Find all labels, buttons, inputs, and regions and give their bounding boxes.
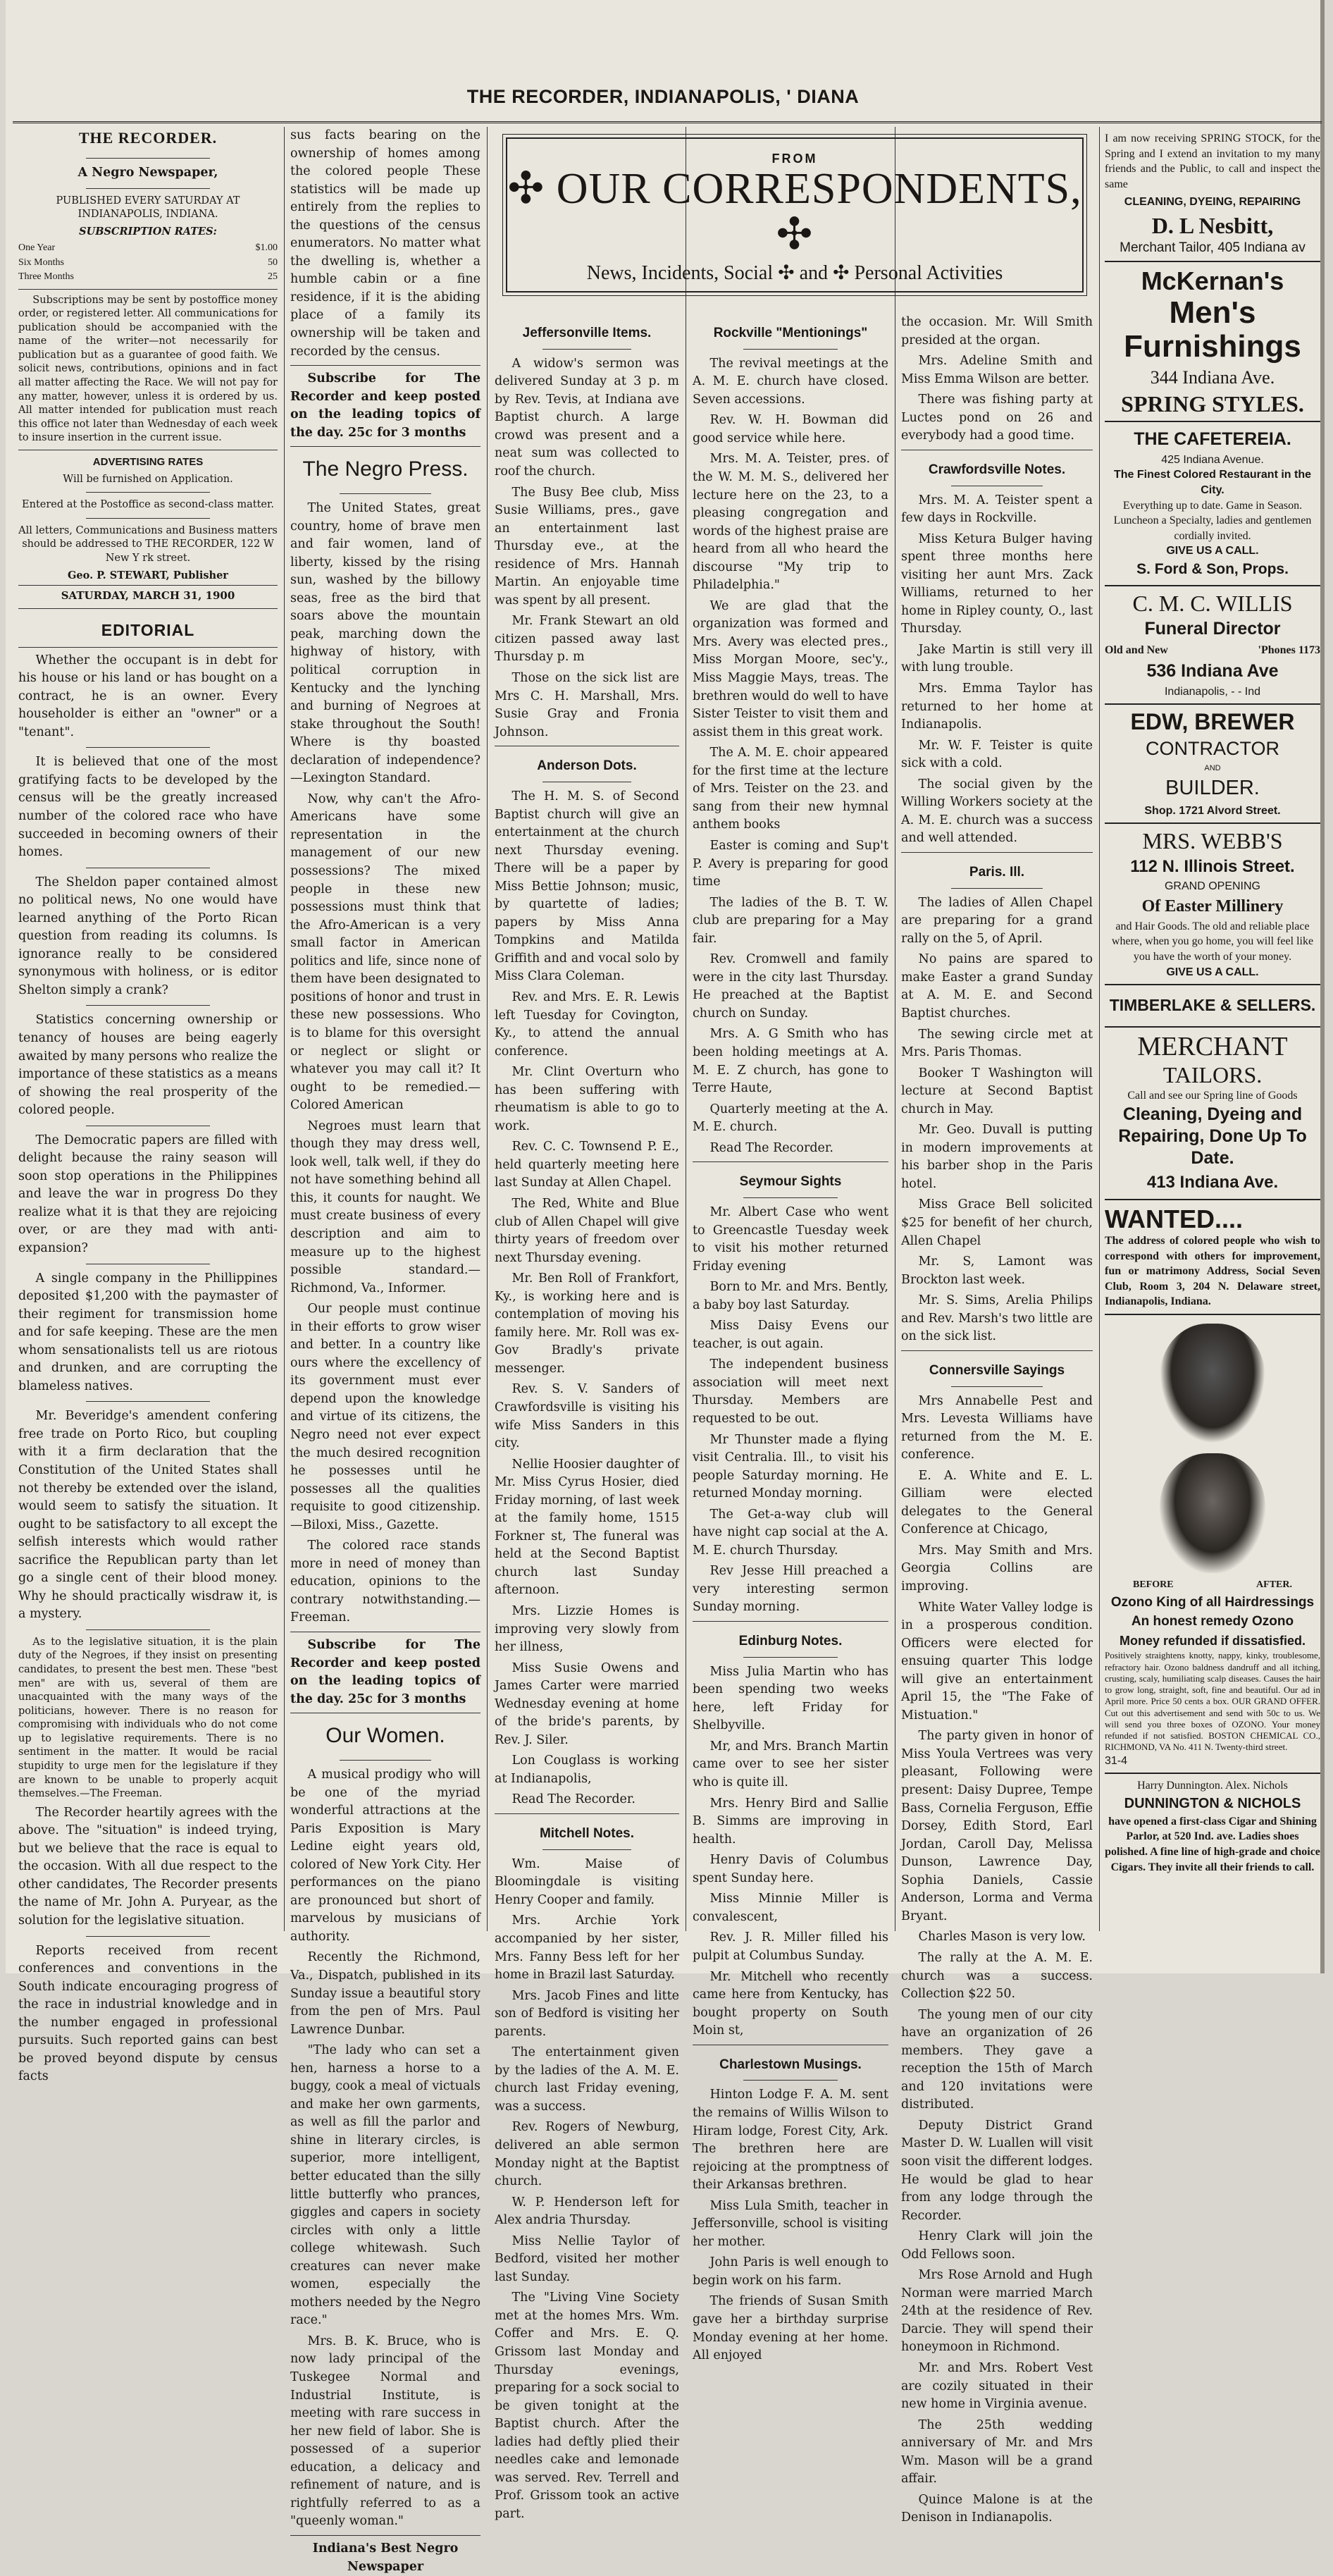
section-title: Crawfordsville Notes. [928,462,1066,477]
dunnington-ad: Harry Dunnington. Alex. Nichols DUNNINGTON & NICHOLS have opened a first-class Cigar and Shining Parlor, at 520 Ind. ave. Ladies shoes polished. A fine line of high-grade and choice Cigars. They invite all their friends to call. [1105,1780,1320,1873]
news-item: Nellie Hoosier daughter of Mr. Miss Cyrus Hosier, died Friday morning, of last week at the family home, 1515 Forkner st, The funeral was held at the Second Baptist church last Sunday afternoon. [495,1457,679,1598]
news-item: Rev. Rogers of Newburg, delivered an able sermon Monday night at the Baptist church. [495,2120,679,2189]
news-item: The young men of our city have an organization of 26 members. They gave a reception the 15th of March and 120 invitations were distributed. [901,2007,1093,2112]
column-editorial [18,127,278,2084]
mckernan-ad: McKernan's Men's Furnishings 344 Indiana Ave. SPRING STYLES. [1105,262,1320,422]
divider [743,2080,837,2081]
news-item: The Busy Bee club, Miss Susie Williams, pres., gave an entertainment last Thursday eve., at the residence of Mrs. Hannah Martin. An enjoyable time was spent by all present. [495,485,679,608]
editorial-paragraph: As to the legislative situation, it is the plain duty of the Negroes, if they insist on presenting candidates, to present the best men. These "best men" are with us, several of them are unacquainted with the many ways of the politicians, however. There is no reason for compromising with individuals who do not come up to legislative requirements. There is no sentiment in the matter. It would be racial stupidity to urge men for the legislature if they are known to be unable to properly acquit themselves.—The Freeman. [18,1636,278,1800]
news-item: Deputy District Grand Master D. W. Luallen will visit soon visit the different lodges. He would be glad to hear from any lodge through the Recorder. [901,2118,1093,2223]
news-item: Mr. Albert Case who went to Greencastle Tuesday week to visit his mother returned Friday evening [693,1204,888,1274]
merchant-tailors-ad: MERCHANT TAILORS. Call and see our Spring line of Goods Cleaning, Dyeing and Repairing, Done Up To Date. 413 Indiana Ave. [1105,1028,1320,1200]
news-item: Henry Davis of Columbus spent Sunday here. [693,1853,888,1885]
news-item: Mr. W. F. Teister is quite sick with a cold. [901,738,1093,771]
news-item: The ladies of the B. T. W. club are preparing for a May fair. [693,895,888,946]
divider [693,1161,888,1162]
section-title: Seymour Sights [739,1174,842,1190]
negro-press-title: The Negro Press. [302,457,469,481]
section-title: Anderson Dots. [537,758,637,774]
article-paragraph: A musical prodigy who will be one of the myriad wonderful attractions at the Paris Exposition is Mary Ledine eight years old, colored of New York City. Her performances on the piano are pronounced but short of marvelous by musicians of authority. [290,1767,480,1944]
divider [951,1386,1043,1387]
news-item: E. A. White and E. L. Gilliam were elected delegates to the General Conference at Chicago, [901,1468,1093,1537]
editorial-paragraph: The Democratic papers are filled with delight because the rainy season will soon stop operations in the Philippines and leave the war in progress Do they realize what it is that they are rejoicing over, or are they mad with anti-expansion? [18,1133,278,1255]
news-item: Mrs Rose Arnold and Hugh Norman were married March 24th at the residence of Rev. Darcie. They will spend their honeymoon in Richmond. [901,2268,1093,2355]
news-item: Miss Ketura Bulger having spent three months here visiting her aunt Mrs. Zack Williams, returned to her home in Ripley county, O., last Thursday. [901,531,1093,636]
news-item: Miss Lula Smith, teacher in Jeffersonville, school is visiting her mother. [693,2198,888,2249]
column-rule [1099,127,1100,1931]
divider [693,1621,888,1622]
news-item: Rev. J. R. Miller filled his pulpit at Columbus Sunday. [693,1930,888,1963]
news-item: Charles Mason is very low. [918,1930,1086,1945]
article-paragraph: "The lady who can set a hen, harness a horse to a buggy, cook a meal of victuals and make her own garments, as well as fill the parlor and shine in literary circles, is superior, more intelligent, better educated than the silly little butterfly who prances, giggles and capers in society circles with only a little college whitewash. Such creatures can never make women, especially the mothers needed by the Negro race." [290,2043,480,2328]
divider [951,888,1043,889]
news-item: Quince Malone is at the Denison in Indianapolis. [901,2492,1093,2525]
divider [542,1849,631,1850]
article-paragraph: The United States, great country, home of brave men and fair women, land of liberty, kissed by the rising sun, washed by the billowy seas, free as the bird that soars above the mountain peak, marching down the highway of history, with political corruption in Kentucky and the lynching and burning of Negroes at stake throughout the South! Where is thy boasted declaration of independence?—Lexington Standard. [290,501,480,786]
divider [86,1005,211,1006]
subscribe-promo: Subscribe for The Recorder and keep posted on the leading topics of the day. 25c for 3 months [290,1638,480,1706]
ozono-portraits [1105,1319,1320,1578]
subscription-notice: Subscriptions may be sent by postoffice money order, or registered letter. All communications for publication should be accompanied with the name of the writer—not necessarily for publication but as a guarantee of good faith. We solicit news, contributions, opinions and in fact all matter affecting the Race. We will not pay for any matter, however, unless it is ordered by us. All matter intended for publication must reach this office not later than Wednesday of each week to insure insertion in the current issue. [18,294,278,444]
news-item: Those on the sick list are Mrs C. H. Marshall, Mrs. Susie Gray and Fronia Johnson. [495,671,679,739]
news-item: The sewing circle met at Mrs. Paris Thomas. [901,1027,1093,1060]
editorial-paragraph: The Recorder heartily agrees with the above. The "situation" is indeed trying, but we believe that the race is equal to the occasion. With all due respect to the other candidates, The Recorder presents the name of Mr. John A. Puryear, as the solution for the legislative situation. [18,1805,278,1928]
news-item: Miss Grace Bell solicited $25 for benefit of her church, Allen Chapel [901,1197,1093,1248]
divider [743,1657,837,1658]
divider [86,1401,211,1402]
news-item: Mrs. M. A. Teister, pres. of the W. M. M. S., delivered her lecture here on the 23, to a pleasing congregation and words of the highest praise are heard from all who heard the discourse "My trip to Philadelphia." [693,452,888,593]
news-item: Mrs Annabelle Pest and Mrs. Levesta Williams have returned from the M. E. conference. [901,1393,1093,1462]
ornament-icon: ✣ [776,211,814,259]
correspondents-banner [506,137,1084,292]
news-item: Mrs. Adeline Smith and Miss Emma Wilson are better. [901,354,1093,386]
divider [495,1813,679,1814]
news-item: the occasion. Mr. Will Smith presided at the organ. [901,315,1093,347]
news-item: Mrs. Jacob Fines and litte son of Bedford is visiting her parents. [495,1988,679,2039]
editorial-paragraph: Whether the occupant is in debt for his house or his land or has bought on a contract, he is an owner. Every householder is either an "owner" or a "tenant". [18,653,278,739]
news-item: We are glad that the organization was formed and Mrs. Avery was elected pres., Miss Morgan Moore, sec'y., Miss Maggie Mays, treas. The brethren would do well to have Sister Teister to visit them and assist them in this great work. [693,598,888,739]
news-item: The independent business association will meet next Thursday. Members are requested to be out. [693,1357,888,1426]
divider [86,747,211,748]
nesbitt-ad: I am now receiving SPRING STOCK, for the Spring and I extend an invitation to my many friends and the Public, to call and inspect the same CLEANING, DYEING, REPAIRING D. L Nesbitt, Merchant Tailor, 405 Indiana av [1105,127,1320,262]
divider [340,493,431,494]
news-item: Mr. Clint Overturn who has been suffering with rheumatism is able to go to work. [495,1065,679,1133]
news-item: Hinton Lodge F. A. M. sent the remains of Willis Wilson to Hiram lodge, Forest City, Ark. The brethren here are rejoicing at the promptness of their Arkansas brethren. [693,2088,888,2193]
news-item: The entertainment given by the ladies of the A. M. E. church last Friday evening, was a success. [495,2045,679,2114]
news-item: The A. M. E. choir appeared for the first time at the lecture of Mrs. Teister on the 23. and sang from their new hymnal anthem books [693,746,888,832]
editorial-paragraph: A single company in the Phillippines deposited $1,200 with the paymaster of their regiment for transmission home and for safe keeping. These are the men whom sensationalists tell us are riotous and drunken, and are corrupting the blameless natives. [18,1271,278,1393]
news-item: The party given in honor of Miss Youla Vertrees was very pleasant, Following were present: Daisy Dupree, Tempe Bass, Cornelia Ferguson, Effie Dorsey, Edith Stord, Earl Jordan, Caroll Day, Melissa Dunson, Lawrence Day, Sophia Daniels, Cassie Anderson, Lorma and Verma Bryant. [901,1729,1093,1923]
brewer-ad: EDW, BREWER CONTRACTOR AND BUILDER. Shop. 1721 Alvord Street. [1105,705,1320,824]
subscription-title: SUBSCRIPTION RATES: [79,225,217,238]
news-item: The social given by the Willing Workers society at the A. M. E. church was a success and well attended. [901,777,1093,846]
section-title: Mitchell Notes. [539,1826,635,1842]
divider [86,518,211,519]
column-rule [284,127,285,1931]
article-paragraph: Now, why can't the Afro-Americans have some representation in the management of our new possessions? The mixed people in these new possessions must think that the Afro-American is a very small factor in American politics and life, since none of them have been designated to positions of honor and trust in these new possessions. Who is to blame for this oversight or neglect or slight or whatever you may call it? It ought to be remedied.—Colored American [290,791,480,1113]
newspaper-page [6,0,1325,2574]
divider [86,158,211,159]
news-item: There was fishing party at Luctes pond on 26 and everybody had a good time. [901,393,1093,443]
cafeteria-ad: THE CAFETEREIA. 425 Indiana Avenue. The Finest Colored Restaurant in the City. Everything up to date. Game in Season. Luncheon a Specialty, ladies and gentlemen cordially invited. GIVE US A CALL. S. Ford & Son, Props. [1105,422,1320,586]
editorial-paragraph: Reports received from recent conferences and conventions in the South indicate encouraging progress of the race in industrial knowledge and in the number engaged in professional pursuits. Such reported gains can best be proved beyond dispute by census facts [18,1943,278,2084]
news-item: The ladies of Allen Chapel are preparing for a grand rally on the 5, of April. [901,895,1093,946]
entered-notice: Entered at the Postoffice as second-class matter. [22,499,274,511]
news-item: Mr. and Mrs. Robert Vest are cozily situated in their new home in Virginia avenue. [901,2360,1093,2412]
article-paragraph: The colored race stands more in need of money than education, opinions to the contrary notwithstanding.—Freeman. [290,1539,480,1625]
section-title: Paris. Ill. [969,864,1025,880]
divider [743,1197,837,1198]
divider [86,188,211,189]
banner-from: FROM [771,152,818,166]
article-paragraph: Our people must continue in their efforts to grow wiser and better. In a country like ours where the excellency of its government must ever depend upon the knowledge and virtue of its citizens, the Negro need not ever expect the much desired recognition he possesses until he possesses all the qualities requisite to good citizenship.—Biloxi, Miss., Gazette. [290,1302,480,1532]
article-paragraph: Recently the Richmond, Va., Dispatch, published in its Sunday issue a beautiful story from the pen of Mrs. Paul Lawrence Dunbar. [290,1950,480,2037]
news-item: Mrs. A. G Smith who has been holding meetings at A. M. E. Z church, has gone to Terre Haute, [693,1027,888,1096]
news-item: Mr. S. Sims, Arelia Philips and Rev. Marsh's two little are on the sick list. [901,1293,1093,1344]
news-item: White Water Valley lodge is in a prosperous condition. Officers were elected for ensuing quarter This lodge will give an entertainment April 15, the "The Fake of Mistuation." [901,1600,1093,1723]
masthead-rule [13,121,1322,123]
divider [901,1350,1093,1351]
news-item: Rev. and Mrs. E. R. Lewis left Tuesday for Covington, Ky., to attend the annual conference. [495,990,679,1059]
news-item: W. P. Henderson left for Alex andria Thursday. [495,2195,679,2228]
news-item: Mr Thunster made a flying visit Centralia. Ill., to visit his people Saturday morning. He returned Monday morning. [693,1432,888,1501]
divider [340,1760,431,1761]
divider [86,1629,211,1630]
news-item: Henry Clark will join the Odd Fellows soon. [901,2229,1093,2262]
news-item: John Paris is well enough to begin work on his farm. [693,2255,888,2288]
publisher: Geo. P. STEWART, Publisher [18,569,278,586]
ozono-ad: BEFORE AFTER. Ozono King of all Hairdressings An honest remedy Ozono Money refunded if dissatisfied. Positively straightens knotty, nappy, kinky, troublesome, refractory hair. Ozono baldness dandruff and all itching, crusting, scaly, humiliating scalp diseases. Causes the hair to grow long, straight, soft, fine and beautiful. Our ad in April more. Price 50 cents a box. OUR GRAND OFFER. Cut out this advertisement and send with 50c to us. We will send you three boxes of OZONO. Your money refunded if not satisfied. BOSTON CHEMICAL CO., RICHMOND, VA No. 411 N. Twenty-third street. 31-4 [1105,1315,1320,1774]
news-item: Mr. S, Lamont was Brockton last week. [901,1255,1093,1287]
column-press [290,127,480,2574]
before-portrait-icon [1160,1324,1265,1443]
news-item: Mrs. M. A. Teister spent a few days in Rockville. [901,493,1093,526]
column-correspondents-3 [901,314,1093,2525]
divider [290,365,480,366]
timberlake-ad: TIMBERLAKE & SELLERS. [1105,985,1320,1028]
news-item: The 25th wedding anniversary of Mr. and Mrs Wm. Mason will be a grand affair. [901,2417,1093,2486]
news-item: Born to Mr. and Mrs. Bently, a baby boy last Saturday. [693,1280,888,1312]
editorial-paragraph: It is believed that one of the most gratifying facts to be developed by the census will be the greatly increased number of the colored race who have succeeded in becoming owners of their homes. [18,755,278,860]
news-item: A widow's sermon was delivered Sunday at 3 p. m by Rev. Tevis, at Indiana ave Baptist church. A large crowd was present and a neat sum was collected to roof the church. [495,356,679,479]
news-item: Read The Recorder. [709,1140,833,1155]
editorial-title: EDITORIAL [101,621,195,639]
news-item: Miss Susie Owens and James Carter were married Wednesday evening at home of the bride's parents, by Rev. J. Siler. [495,1660,679,1747]
news-item: The friends of Susan Smith gave her a birthday surprise Monday evening at her home. All enjoyed [693,2294,888,2363]
news-item: The rally at the A. M. E. church was a success. Collection $22 50. [901,1950,1093,2002]
willis-ad: C. M. C. WILLIS Funeral Director Old and New 'Phones 1173 536 Indiana Ave Indianapolis, - - Ind [1105,586,1320,705]
news-item: Mrs. Lizzie Homes is improving very slowly from her illness, [495,1604,679,1655]
published-line: PUBLISHED EVERY SATURDAY AT INDIANAPOLIS, INDIANA. [56,195,240,221]
news-item: Rev. S. V. Sanders of Crawfordsville is visiting his wife Miss Sanders in this city. [495,1382,679,1451]
tagline: A Negro Newspaper, [78,166,218,180]
news-item: Mr. Frank Stewart an old citizen passed away last Thursday p. m [495,614,679,665]
divider [290,2535,480,2536]
news-item: Rev Jesse Hill preached a very interesting sermon Sunday morning. [693,1564,888,1615]
nesbitt-name: D. L Nesbitt, [1151,212,1274,238]
rate-row: One Year $1.00 [18,242,278,254]
news-item: Jake Martin is still very ill with lung trouble. [901,642,1093,675]
news-item: The "Living Vine Society met at the homes Mrs. Wm. Coffer and Mrs. E. Q. Grissom last Monday and Thursday evenings, preparing for a sock social to be given tonight at the Baptist church. After the ladies had deftly plied their needles cake and lemonade was served. Rev. Terrell and Prof. Grissom took an active part. [495,2291,679,2521]
divider [542,349,631,350]
news-item: Booker T Washington will lecture at Second Baptist church in May. [901,1066,1093,1116]
news-item: Mrs. Emma Taylor has returned to her home at Indianapolis. [901,682,1093,732]
section-title: Charlestown Musings. [719,2057,862,2072]
article-paragraph: Negroes must learn that though they may dress well, look well, talk well, if they do not have something behind all this, it counts for naught. We must create business of every description and aim to measure up to the highest possible standard.—Richmond, Va., Informer. [290,1118,480,1295]
column-rule [487,127,488,1931]
news-item: Miss Minnie Miller is convalescent, [693,1892,888,1924]
news-item: Mr, and Mrs. Branch Martin came over to see her sister who is quite ill. [693,1739,888,1790]
continued-text: sus facts bearing on the ownership of homes among the colored people These statistics will be made up entirely from the replies to the questions of the census enumerators. No matter what the dwelling is, whether a humble cabin or a fine residence, if it is the abiding place of a family its ownership will be taken and recorded by the census. [290,128,480,359]
news-item: The revival meetings at the A. M. E. church have closed. Seven accessions. [693,356,888,407]
rates-list [18,241,278,284]
news-item: Wm. Maise of Bloomingdale is visiting Henry Cooper and family. [495,1856,679,1907]
banner-subtitle: News, Incidents, Social ✣ and ✣ Personal Activities [586,262,1003,285]
news-item: No pains are spared to make Easter a grand Sunday at A. M. E. and Second Baptist churches. [901,952,1093,1021]
rate-row: Six Months 50 [18,257,278,268]
section-title: Edinburg Notes. [738,1634,843,1649]
divider [86,492,211,493]
news-item: Rev. Cromwell and family were in the city last Thursday. He preached at the Baptist church on Sunday. [693,952,888,1021]
wanted-ad: WANTED.... The address of colored people who wish to correspond with others for improvement, fun or matrimony Address, Social Seven Club, Room 3, 204 N. Delaware street, Indianapolis, Indiana. [1105,1200,1320,1315]
letters-notice: All letters, Communications and Business matters should be addressed to THE RECORDER, 122 W New Y rk street. [18,524,278,564]
divider [18,647,278,648]
news-item: Mr. Ben Roll of Frankfort, Ky., is working here and is contemplation of moving his family here. Mr. Roll was ex-Gov Bradly's private messenger. [495,1271,679,1376]
column-correspondents-1 [495,314,679,2521]
news-item: Lon Couglass is working at Indianapolis, [495,1754,679,1786]
news-item: Mrs. Archie York accompanied by her sister, Mrs. Fanny Bess left for her home in Brazil last Saturday. [495,1913,679,1983]
column-advertisements [1105,127,1320,1945]
ad-rates-text: Will be furnished on Application. [63,473,233,485]
article-paragraph: Mrs. B. K. Bruce, who is now lady principal of the Tuskegee Normal and Industrial Institute, is meeting with rare success in her new field of labor. She is possessed of a superior education, a delicacy and refinement of nature, and is rightfully referred to as a "queenly woman." [290,2334,480,2529]
section-title: Rockville "Mentionings" [713,326,868,340]
divider [86,1936,211,1937]
news-item: Mr. Mitchell who recently came here from Kentucky, has bought property on South Moin st, [693,1969,888,2038]
divider [18,289,278,290]
divider [743,349,837,350]
news-item: The Red, White and Blue club of Allen Chapel will give thirty years of freedom over next Thursday evening. [495,1196,679,1265]
news-item: Mr. Geo. Duvall is putting in modern improvements at his barber shop in the Paris hotel. [901,1123,1093,1191]
ad-rates-title: ADVERTISING RATES [92,455,204,468]
editorial-paragraph: The Sheldon paper contained almost no political news, No one would have learned anything of the Porto Rican question from reading its columns. Is ignorance really to be considered synonymous with holiness, or is editor Shelton simply a crank? [18,875,278,997]
news-item: Rev. W. H. Bowman did good service while here. [693,413,888,445]
divider [901,852,1093,853]
column-correspondents-2 [693,314,888,2363]
divider [18,608,278,609]
issue-date: SATURDAY, MARCH 31, 1900 [61,589,235,603]
section-title: Jeffersonville Items. [522,326,652,340]
news-item: Read The Recorder. [512,1792,636,1807]
editorial-paragraph: Mr. Beveridge's amendent confering free trade on Porto Rico, but coupling with it a firm declaration that the Constitution of the United States shall not thereby be extended over the island, would seem to satisfy the situation. It ought to be satisfactory to all except the selfish interests which would rather sacrifice the Republican party than let go a single cent of their blood money. Why he should practically wisdraw it, is a mystery. [18,1409,278,1622]
masthead: THE RECORDER, INDIANAPOLIS, ' DIANA [466,86,860,107]
footer-slogan: Indiana's Best Negro Newspaper [312,2541,459,2574]
news-item: The H. M. S. of Second Baptist church will give an entertainment at the church next Thursday evening. There will be a paper by Miss Bettie Johnson; music, by quartette of ladies; papers by Miss Anna Tompkins and Matilda Griffith and and vocal solo by Miss Clara Coleman. [495,789,679,984]
section-title: Connersville Sayings [929,1362,1065,1378]
our-women-title: Our Women. [326,1724,445,1748]
ornament-icon: ✣ [507,165,545,213]
banner-title: ✣ OUR CORRESPONDENTS, ✣ [507,165,1082,259]
news-item: Easter is coming and Sup't P. Avery is preparing for good time [693,838,888,889]
news-item: Mrs. Henry Bird and Sallie B. Simms are improving in health. [693,1796,888,1847]
rate-row: Three Months 25 [18,271,278,283]
webb-ad: MRS. WEBB'S 112 N. Illinois Street. GRAND OPENING Of Easter Millinery and Hair Goods. The old and reliable place where, when you go home, you will feel like you have the worth of your money. GIVE US A CALL. [1105,824,1320,985]
paper-name: THE RECORDER. [78,129,218,147]
divider [290,446,480,447]
news-item: Miss Daisy Evens our teacher, is out again. [693,1319,888,1351]
after-portrait-icon [1160,1453,1265,1573]
news-item: Mrs. May Smith and Mrs. Georgia Collins are improving. [901,1543,1093,1594]
news-item: Miss Nellie Taylor of Bedford, visited her mother last Sunday. [495,2233,679,2284]
subscribe-promo: Subscribe for The Recorder and keep posted on the leading topics of the day. 25c for 3 months [290,371,480,440]
news-item: Rev. C. C. Townsend P. E., held quarterly meeting here last Sunday at Allen Chapel. [495,1140,679,1190]
news-item: Miss Julia Martin who has been spending two weeks here, left Friday for Shelbyville. [693,1664,888,1733]
news-item: The Get-a-way club will have night cap social at the A. M. E. church Thursday. [693,1507,888,1558]
editorial-paragraph: Statistics concerning ownership or tenancy of houses are being eagerly awaited by many persons who realize the importance of these statistics as a means of showing the real prosperity of the colored people. [18,1013,278,1118]
news-item: Quarterly meeting at the A. M. E. church. [693,1102,888,1135]
